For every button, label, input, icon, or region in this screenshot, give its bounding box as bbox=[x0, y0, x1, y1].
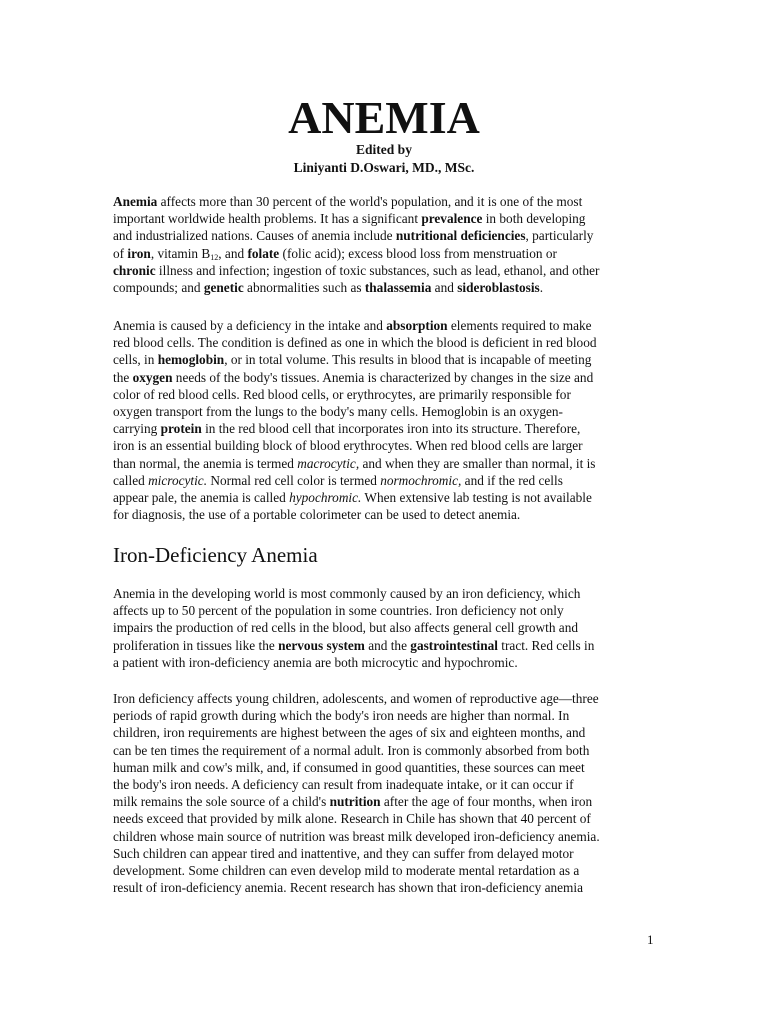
text-line: affects up to 50 percent of the population in some countries. Iron deficiency not only bbox=[113, 603, 564, 619]
paragraph-iron-deficiency bbox=[113, 585, 653, 671]
text-line: Anemia is caused by a deficiency in the intake and absorption elements required to make bbox=[113, 318, 592, 333]
text-line: a patient with iron-deficiency anemia are both microcytic and hypochromic. bbox=[113, 654, 518, 670]
text-line: Anemia in the developing world is most commonly caused by an iron deficiency, which bbox=[113, 586, 581, 601]
page-number: 1 bbox=[647, 932, 654, 947]
text-line: Anemia affects more than 30 percent of the world's population, and it is one of the most bbox=[113, 194, 583, 209]
text-line: Iron deficiency affects young children, adolescents, and women of reproductive age—three bbox=[113, 691, 599, 706]
text-line: the oxygen needs of the body's tissues. Anemia is characterized by changes in the size and bbox=[113, 369, 594, 385]
text-line: needs exceed that provided by milk alone. Research in Chile has shown that 40 percent of bbox=[113, 811, 591, 827]
paragraph-iron-needs bbox=[113, 690, 653, 896]
text-line: proliferation in tissues like the nervous system and the gastrointestinal tract. Red cells in bbox=[113, 637, 595, 653]
text-line: and industrialized nations. Causes of anemia include nutritional deficiencies, particularly bbox=[113, 228, 594, 244]
text-line: cells, in hemoglobin, or in total volume. This results in blood that is incapable of meeting bbox=[113, 352, 592, 368]
section-heading: Iron-Deficiency Anemia bbox=[113, 543, 318, 567]
text-line: appear pale, the anemia is called hypochromic. When extensive lab testing is not available bbox=[113, 489, 592, 505]
text-line: called microcytic. Normal red cell color is termed normochromic, and if the red cells bbox=[113, 472, 563, 488]
text-line: the body's iron needs. A deficiency can result from inadequate intake, or it can occur if bbox=[113, 776, 574, 792]
text-line: carrying protein in the red blood cell that incorporates iron into its structure. Therefore, bbox=[113, 421, 581, 437]
text-line: iron is an essential building block of blood erythrocytes. When red blood cells are larger bbox=[113, 438, 583, 454]
text-line: important worldwide health problems. It has a significant prevalence in both developing bbox=[113, 211, 586, 227]
text-line: chronic illness and infection; ingestion of toxic substances, such as lead, ethanol, and other bbox=[113, 262, 600, 278]
paragraph-causes bbox=[113, 317, 653, 523]
text-line: milk remains the sole source of a child's nutrition after the age of four months, when iron bbox=[113, 794, 593, 810]
paragraph-intro bbox=[113, 193, 653, 296]
text-line: result of iron-deficiency anemia. Recent research has shown that iron-deficiency anemia bbox=[113, 880, 583, 896]
text-line: Such children can appear tired and inattentive, and they can suffer from delayed motor bbox=[113, 845, 574, 861]
text-line: can be ten times the requirement of a normal adult. Iron is commonly absorbed from both bbox=[113, 742, 590, 758]
text-line: human milk and cow's milk, and, if consumed in good quantities, these sources can meet bbox=[113, 759, 585, 775]
editor-block bbox=[0, 141, 768, 177]
text-line: red blood cells. The condition is defined as one in which the blood is deficient in red blood bbox=[113, 335, 597, 351]
text-line: children, iron requirements are highest between the ages of six and eighteen months, and bbox=[113, 725, 586, 741]
text-line: compounds; and genetic abnormalities such as thalassemia and sideroblastosis. bbox=[113, 279, 544, 295]
edited-by-label: Edited by bbox=[356, 142, 412, 157]
text-line: impairs the production of red cells in the blood, but also affects general cell growth and bbox=[113, 620, 579, 636]
editor-name: Liniyanti D.Oswari, MD., MSc. bbox=[293, 160, 475, 175]
text-line: children whose main source of nutrition was breast milk developed iron-deficiency anemia. bbox=[113, 828, 600, 844]
text-line: oxygen transport from the lungs to the body's many cells. Hemoglobin is an oxygen- bbox=[113, 403, 563, 419]
document-title: ANEMIA bbox=[288, 92, 480, 143]
text-line: for diagnosis, the use of a portable colorimeter can be used to detect anemia. bbox=[113, 507, 521, 523]
text-line: than normal, the anemia is termed macrocytic, and when they are smaller than normal, it is bbox=[113, 455, 596, 471]
text-line: of iron, vitamin $B_{12}$, and folate (folic acid); excess blood loss from menstruation or bbox=[113, 245, 557, 262]
text-line: periods of rapid growth during which the body's iron needs are higher than normal. In bbox=[113, 708, 570, 724]
text-line: development. Some children can even develop mild to moderate mental retardation as a bbox=[113, 862, 580, 878]
text-line: color of red blood cells. Red blood cells, or erythrocytes, are primarily responsible for bbox=[113, 386, 571, 402]
